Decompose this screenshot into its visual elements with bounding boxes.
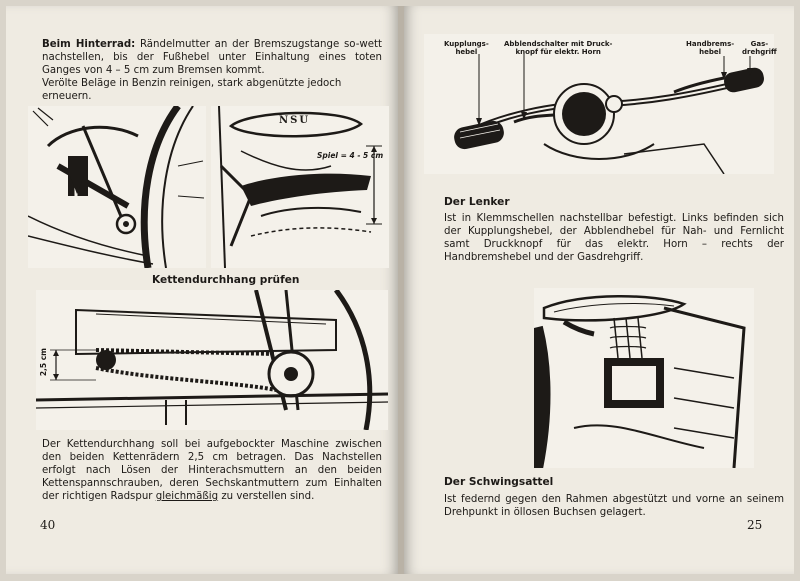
saddle-paragraph: Ist federnd gegen den Rahmen abgestützt und vorne an seinem Drehpunkt in öllosen Buchsen gelagert. xyxy=(444,494,784,518)
clutch-lever-label: Kupplungs- hebel xyxy=(444,40,489,56)
handlebar-illustration xyxy=(424,34,777,174)
chain-slack-heading: Kettendurchhang prüfen xyxy=(152,274,300,286)
right-page xyxy=(404,6,794,574)
rear-brake-label: Beim Hinterrad: xyxy=(42,39,136,50)
throttle-grip-label: Gas- drehgriff xyxy=(742,40,777,56)
left-page xyxy=(6,6,398,574)
chain-slack-text-part2: zu verstellen sind. xyxy=(221,491,315,502)
handlebar-heading: Der Lenker xyxy=(444,196,510,208)
rear-brake-text: Rändelmutter an der Bremszugstange so-wett nachstellen, bis der Fußhebel unter Einhaltung eines toten Ganges von 4 – 5 cm zum Bremsen kommt. xyxy=(42,39,382,76)
chain-slack-measure: 2,5 cm xyxy=(39,348,48,377)
saddle-heading: Der Schwingsattel xyxy=(444,476,554,488)
rear-brake-paragraph xyxy=(42,38,382,77)
brake-adjuster-drawing xyxy=(28,106,206,268)
chain-slack-paragraph xyxy=(42,438,382,503)
foot-brake-pedal-illustration xyxy=(211,106,389,268)
brake-adjuster-illustration xyxy=(28,106,206,268)
hand-brake-lever-label: Handbrems- hebel xyxy=(686,40,735,56)
left-page-number: 40 xyxy=(40,518,56,532)
brake-linings-paragraph: Verölte Beläge in Benzin reinigen, stark abgenützte jedoch erneuern. xyxy=(42,78,342,102)
play-measure-label: Spiel = 4 - 5 cm xyxy=(317,151,384,160)
chain-slack-illustration xyxy=(36,290,388,430)
swing-saddle-illustration xyxy=(534,288,754,468)
handlebar-paragraph: Ist in Klemmschellen nachstellbar befestigt. Links befinden sich der Kupplungshebel, der Abblendhebel für Nah- und Fernlicht samt Druckknopf für das elektr. Horn – rechts der Handbremshebel und der Gasdrehgriff. xyxy=(444,213,784,263)
chain-slack-text-part1: Der Kettendurchhang soll bei aufgebockter Maschine zwischen den beiden Kettenrädern 2,5 cm betragen. Das Nachstellen erfolgt nach Lösen der Hinterachsmuttern an den beiden Kettenspannschrauben, deren Sechskantmuttern zum Einhalten der richtigen Radspur xyxy=(42,439,382,502)
chain-slack-underlined-word: gleichmäßig xyxy=(155,491,219,502)
nsu-logo-text: NSU xyxy=(279,115,311,126)
right-page-number: 25 xyxy=(747,518,763,532)
dimmer-switch-label: Abblendschalter mit Druck- knopf für elektr. Horn xyxy=(504,40,613,56)
